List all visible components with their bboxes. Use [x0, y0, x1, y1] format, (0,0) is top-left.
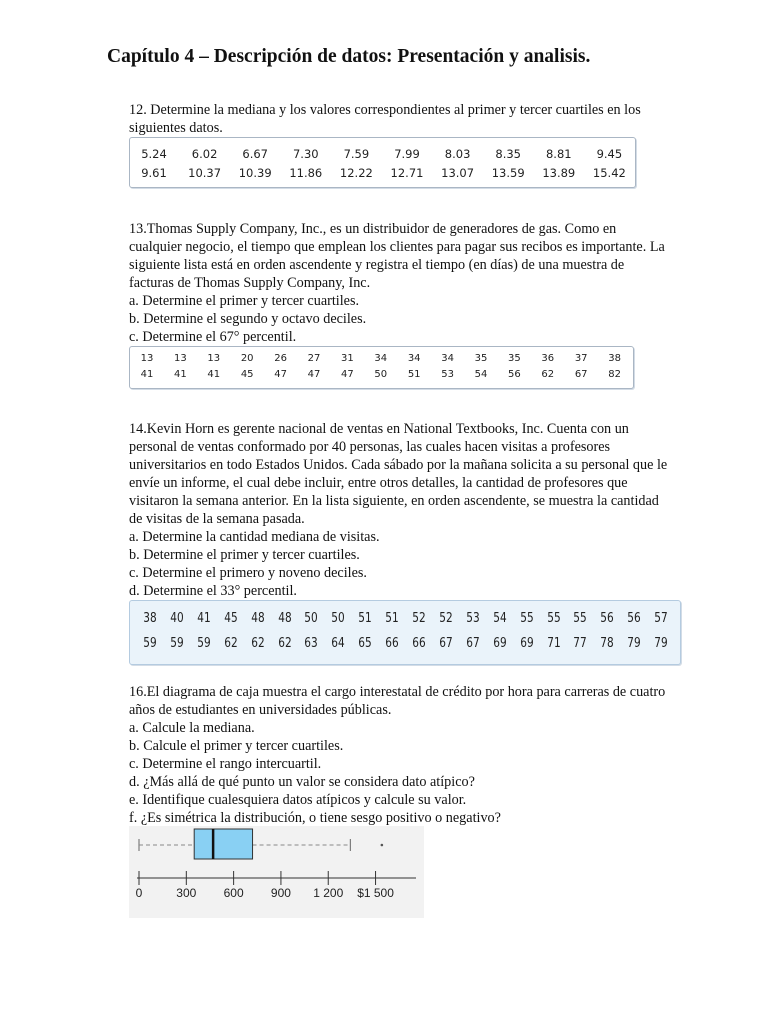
table-cell: 13 — [174, 353, 187, 364]
box-iqr — [194, 829, 252, 859]
table-cell: 48 — [250, 610, 265, 626]
table-cell: 77 — [573, 635, 588, 651]
table-cell: 69 — [492, 635, 507, 651]
table-row — [130, 166, 635, 184]
question-14-intro: 14.Kevin Horn es gerente nacional de ventas en National Textbooks, Inc. Cuenta con un personal de ventas conformado por 40 personas, las cuales hacen visitas a profesores universitarios en todo Estados Unidos. Cada sábado por la mañana solicita a su personal que le envíe un informe, el cual debe incluir, entre otros detalles, la cantidad de profesores que visitaron la semana anterior. En la lista siguiente, en orden ascendente, se muestra la cantidad de visitas de la semana pasada. — [129, 421, 668, 527]
table-cell: 52 — [412, 610, 426, 626]
table-cell: 51 — [358, 610, 372, 626]
table-cell: 62 — [223, 635, 238, 651]
table-cell: 31 — [341, 353, 354, 364]
table-cell: 26 — [274, 353, 287, 364]
table-cell: 34 — [407, 353, 421, 364]
question-14-part-d: d. Determine el 33° percentil. — [129, 583, 297, 599]
q12-data-table — [129, 137, 636, 188]
table-cell: 62 — [541, 369, 555, 380]
table-cell: 57 — [654, 610, 668, 626]
table-cell: 59 — [170, 635, 184, 651]
question-12-text: 12. Determine la mediana y los valores correspondientes al primer y tercer cuartiles en los siguientes datos. — [129, 102, 641, 136]
table-cell: 56 — [627, 610, 641, 626]
table-cell: 13 — [207, 353, 221, 364]
table-cell: 47 — [341, 369, 354, 380]
table-cell: 59 — [197, 635, 211, 651]
question-16-part-b: b. Calcule el primer y tercer cuartiles. — [129, 738, 344, 754]
table-cell: 45 — [223, 610, 238, 626]
table-cell: 38 — [608, 353, 621, 364]
table-cell: 12.22 — [339, 166, 373, 180]
table-cell: 12.71 — [390, 166, 424, 180]
table-cell: 13.07 — [441, 166, 475, 180]
question-13-part-c: c. Determine el 67° percentil. — [129, 329, 297, 345]
table-cell: 27 — [307, 353, 321, 364]
table-cell: 56 — [508, 369, 521, 380]
table-cell: 79 — [654, 635, 668, 651]
question-16-part-c: c. Determine el rango intercuartil. — [129, 756, 322, 772]
question-14-part-b: b. Determine el primer y tercer cuartiles. — [129, 547, 360, 563]
table-cell: 54 — [474, 369, 488, 380]
table-cell: 35 — [508, 353, 521, 364]
table-cell: 9.45 — [596, 147, 623, 161]
question-16-part-d: d. ¿Más allá de qué punto un valor se considera dato atípico? — [129, 774, 475, 790]
table-cell: 64 — [331, 635, 345, 651]
table-cell: 7.99 — [394, 147, 420, 161]
table-cell: 5.24 — [141, 147, 167, 161]
table-cell: 71 — [546, 635, 561, 651]
table-row — [130, 369, 633, 387]
table-cell: 34 — [374, 353, 388, 364]
table-cell: 78 — [600, 635, 614, 651]
table-cell: 10.37 — [188, 166, 222, 180]
table-cell: 50 — [304, 610, 319, 626]
table-row — [130, 147, 635, 165]
table-cell: 45 — [240, 369, 254, 380]
q14-data-table — [129, 600, 681, 665]
table-cell: 56 — [600, 610, 614, 626]
table-cell: 47 — [307, 369, 321, 380]
question-14-part-c: c. Determine el primero y noveno deciles. — [129, 565, 367, 581]
table-cell: 53 — [441, 369, 454, 380]
table-cell: 7.59 — [343, 147, 370, 161]
table-cell: 54 — [492, 610, 507, 626]
chapter-title: Capítulo 4 – Descripción de datos: Presentación y analisis. — [107, 46, 591, 67]
table-cell: 13 — [140, 353, 154, 364]
table-cell: 41 — [197, 610, 211, 626]
table-cell: 37 — [574, 353, 588, 364]
box-plot-svg — [129, 826, 424, 918]
question-13-part-a: a. Determine el primer y tercer cuartiles. — [129, 293, 360, 309]
table-cell: 38 — [143, 610, 157, 626]
outlier-point — [381, 844, 384, 847]
table-cell: 20 — [240, 353, 254, 364]
table-cell: 8.03 — [444, 147, 471, 161]
table-cell: 65 — [358, 635, 372, 651]
table-cell: 40 — [170, 610, 184, 626]
table-cell: 55 — [519, 610, 534, 626]
table-cell: 51 — [407, 369, 421, 380]
axis-tick-label: 300 — [176, 886, 197, 900]
table-cell: 10.39 — [238, 166, 272, 180]
table-cell: 66 — [385, 635, 399, 651]
table-cell: 67 — [574, 369, 588, 380]
table-cell: 55 — [546, 610, 561, 626]
table-cell: 9.61 — [141, 166, 167, 180]
table-cell: 59 — [143, 635, 157, 651]
table-cell: 48 — [277, 610, 292, 626]
table-row — [130, 610, 680, 628]
question-13-intro: 13.Thomas Supply Company, Inc., es un distribuidor de generadores de gas. Como en cualquier negocio, el tiempo que emplean los clientes para pagar sus recibos es importante. La siguiente lista está en orden ascendente y registra el tiempo (en días) de una muestra de facturas de Thomas Supply Company, Inc. — [129, 221, 665, 291]
question-14 — [129, 420, 669, 600]
table-cell: 63 — [304, 635, 319, 651]
table-cell: 66 — [412, 635, 426, 651]
question-16-part-a: a. Calcule la mediana. — [129, 720, 255, 736]
table-cell: 8.35 — [495, 147, 521, 161]
axis-tick-label: 900 — [270, 886, 291, 900]
table-cell: 79 — [627, 635, 641, 651]
table-cell: 13.59 — [491, 166, 525, 180]
table-cell: 50 — [331, 610, 345, 626]
table-cell: 11.86 — [289, 166, 323, 180]
table-cell: 67 — [439, 635, 453, 651]
table-cell: 34 — [441, 353, 454, 364]
q13-data-table — [129, 346, 634, 389]
table-cell: 41 — [140, 369, 154, 380]
table-cell: 7.30 — [292, 147, 319, 161]
table-cell: 35 — [474, 353, 488, 364]
table-cell: 53 — [466, 610, 480, 626]
table-cell: 47 — [274, 369, 287, 380]
table-cell: 15.42 — [592, 166, 626, 180]
question-13-part-b: b. Determine el segundo y octavo deciles. — [129, 311, 367, 327]
table-cell: 8.81 — [545, 147, 572, 161]
axis-tick-label: 600 — [223, 886, 244, 900]
table-cell: 55 — [573, 610, 588, 626]
axis-tick-label: 0 — [135, 886, 143, 900]
question-12 — [129, 101, 669, 137]
question-13 — [129, 220, 669, 346]
question-16-part-f: f. ¿Es simétrica la distribución, o tiene sesgo positivo o negativo? — [129, 810, 501, 826]
table-cell: 50 — [374, 369, 388, 380]
table-cell: 62 — [277, 635, 292, 651]
table-cell: 13.89 — [542, 166, 576, 180]
question-16 — [129, 683, 669, 827]
table-cell: 36 — [541, 353, 555, 364]
table-row — [130, 635, 680, 653]
box-plot-figure — [129, 826, 424, 918]
table-cell: 41 — [174, 369, 187, 380]
table-cell: 69 — [519, 635, 534, 651]
table-cell: 52 — [439, 610, 453, 626]
table-cell: 6.02 — [191, 147, 218, 161]
table-cell: 62 — [250, 635, 265, 651]
question-16-intro: 16.El diagrama de caja muestra el cargo interestatal de crédito por hora para carreras de cuatro años de estudiantes en universidades públicas. — [129, 684, 666, 718]
table-cell: 6.67 — [242, 147, 268, 161]
table-cell: 67 — [466, 635, 480, 651]
table-cell: 51 — [385, 610, 399, 626]
question-14-part-a: a. Determine la cantidad mediana de visitas. — [129, 529, 380, 545]
table-cell: 41 — [207, 369, 221, 380]
table-cell: 82 — [608, 369, 621, 380]
axis-tick-label: 1 200 — [313, 886, 344, 900]
question-16-part-e: e. Identifique cualesquiera datos atípicos y calcule su valor. — [129, 792, 467, 808]
axis-tick-label: $1 500 — [357, 886, 394, 900]
